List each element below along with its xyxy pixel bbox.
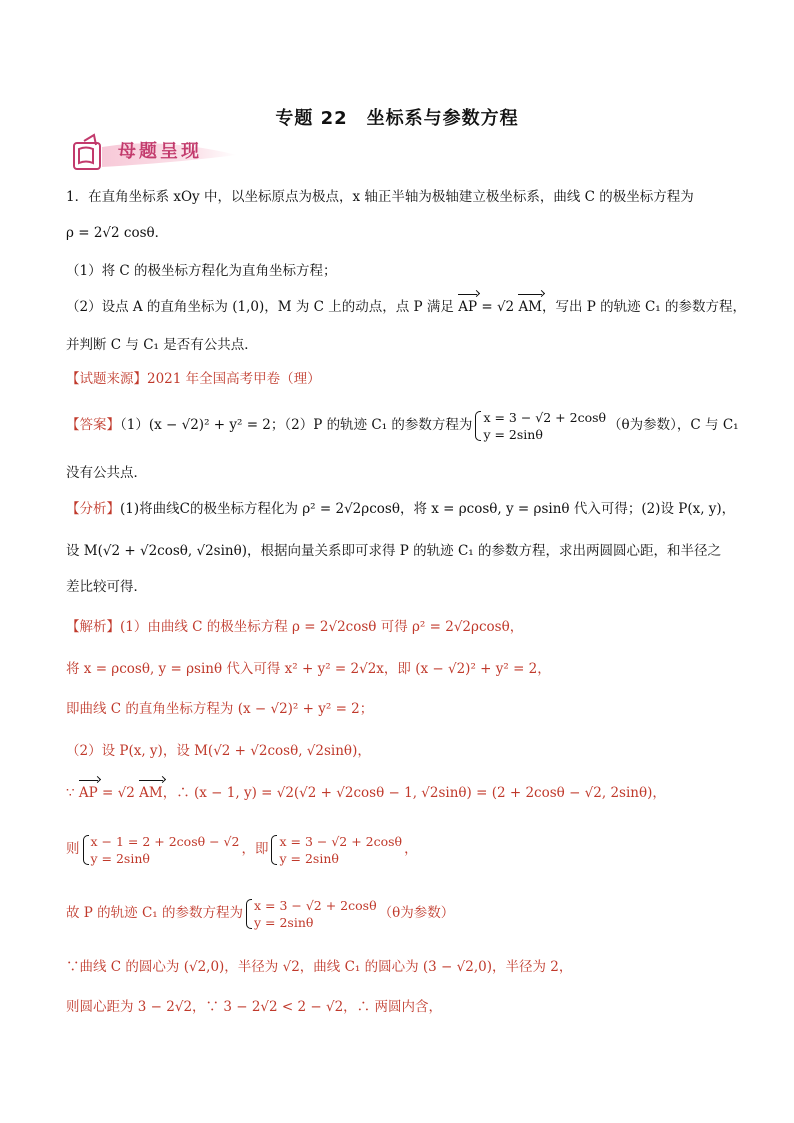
section-banner [72,133,242,175]
vector-am: AM [518,296,542,318]
analysis-line-2: 设 M(√2 + √2cosθ, √2sinθ)，根据向量关系即可求得 P 的轨迹 C₁ 的参数方程，求出两圆圆心距，和半径之 [66,543,721,559]
equation-system-2: x = 3 − √2 + 2cosθ y = 2sinθ [270,833,402,867]
source-text: 2021 年全国高考甲卷（理） [147,371,321,387]
solution-line-9: 则圆心距为 3 − 2√2，∵ 3 − 2√2 < 2 − √2，∴ 两圆内含， [66,999,442,1015]
solution-line-1 [66,616,734,638]
banner-title: 母题呈现 [118,141,202,162]
answer-part-2: （θ为参数），C 与 C₁ [608,417,739,433]
problem-line-5: 并判断 C 与 C₁ 是否有公共点． [66,337,258,353]
problem-part-2 [66,296,747,318]
analysis-line-1 [66,498,734,520]
solution-line-6: 则 x − 1 = 2 + 2cosθ − √2 y = 2sinθ ，即 x = 3 − √2 + 2cosθ y = 2sinθ ， [66,833,418,866]
solution-line-7: 故 P 的轨迹 C₁ 的参数方程为 x = 3 − √2 + 2cosθ y = 2sinθ （θ为参数） [66,897,455,930]
solution-line-3: 即曲线 C 的直角坐标方程为 (x − √2)² + y² = 2； [66,701,374,717]
document-title: 专题 22 坐标系与参数方程 [275,108,519,129]
answer-part-1: （1）(x − √2)² + y² = 2；（2）P 的轨迹 C₁ 的参数方程为 [120,417,473,433]
analysis-text-1: (1)将曲线C的极坐标方程化为 ρ² = 2√2ρcosθ，将 x = ρcosθ, y = ρsinθ 代入可得；(2)设 P(x, y)， [120,501,736,517]
equation-system-1: x − 1 = 2 + 2cosθ − √2 y = 2sinθ [82,833,240,867]
answer-line-1 [66,408,739,443]
vector-ap: AP [458,296,477,318]
problem-part-2-start: （2）设点 A 的直角坐标为 (1,0)，M 为 C 上的动点，点 P 满足 [66,299,459,315]
source-label: 【试题来源】 [66,371,147,387]
answer-equation-system: x = 3 − √2 + 2cosθ y = 2sinθ [474,409,606,443]
solution-line-5: ∵ AP = √2 AM，∴ (x − 1, y) = √2(√2 + √2cosθ − 1, √2sinθ) = (2 + 2cosθ − √2, 2sinθ)， [66,782,734,804]
problem-part-2-end: ，写出 P 的轨迹 C₁ 的参数方程， [542,299,747,315]
analysis-label: 【分析】 [66,501,120,517]
problem-line-2: ρ = 2√2 cosθ． [66,225,169,241]
problem-part-1: （1）将 C 的极坐标方程化为直角坐标方程； [66,263,337,279]
solution-label: 【解析】 [66,619,120,635]
solution-text-1: (1）由曲线 C 的极坐标方程 ρ = 2√2cosθ 可得 ρ² = 2√2ρcosθ， [120,619,524,635]
solution-line-8: ∵曲线 C 的圆心为 (√2,0)，半径为 √2，曲线 C₁ 的圆心为 (3 − √2,0)，半径为 2， [66,959,573,975]
answer-line-2: 没有公共点． [66,465,147,481]
equation-system-3: x = 3 − √2 + 2cosθ y = 2sinθ [245,897,377,931]
analysis-line-3: 差比较可得． [66,579,147,595]
problem-part-2-mid: = √2 [477,299,519,315]
answer-label: 【答案】 [66,417,120,433]
source-line [66,368,734,390]
solution-line-2: 将 x = ρcosθ, y = ρsinθ 代入可得 x² + y² = 2√2x，即 (x − √2)² + y² = 2， [66,661,551,677]
problem-line-1: 1．在直角坐标系 xOy 中，以坐标原点为极点，x 轴正半轴为极轴建立极坐标系，曲线 C 的极坐标方程为 [66,189,694,205]
vector-ap: AP [79,782,98,804]
vector-am: AM [139,782,163,804]
solution-line-4: （2）设 P(x, y)，设 M(√2 + √2cosθ, √2sinθ)， [66,743,371,759]
